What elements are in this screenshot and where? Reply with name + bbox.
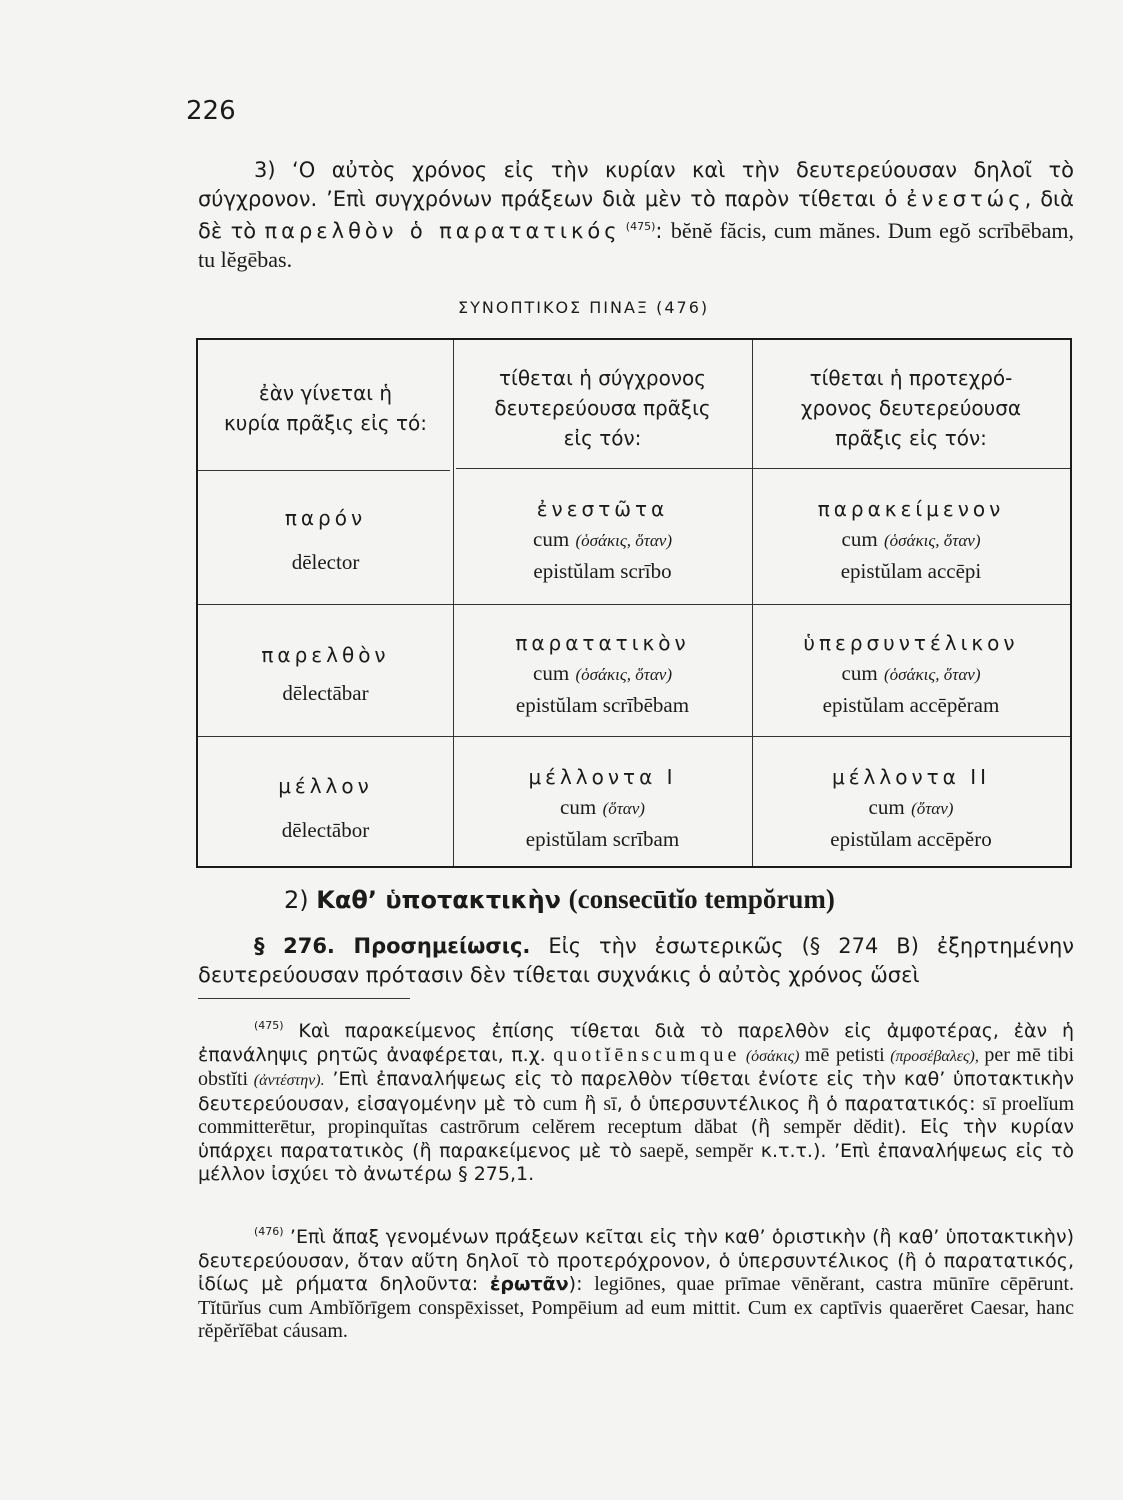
footnote-divider (198, 998, 410, 999)
p3-text-3: : (655, 219, 671, 243)
footnote-ref-475[interactable]: (475) (620, 220, 656, 233)
section-number: 2) (284, 886, 317, 914)
p3-latin-example: bĕnĕ făcis, cum mănes. Dum egŏ scrībēbam, tu lĕgēbas. (198, 218, 1074, 272)
footnote-text: ’Επὶ ἐπαναλήψεως εἰς τὸ παρελθὸν τίθεται ἐνίοτε εἰς τὴν καθ’ ὑποτακτικὴν δευτερεύουσαν, εἰσαγομένην μὲ τὸ (198, 1068, 1075, 1115)
latin-example: sī proelĭum committerētur, propinquĭtas castrōrum celĕrem receptum dăbat (198, 1092, 1075, 1138)
table-row-present-tense (198, 490, 453, 590)
sub-example: epistŭlam scrībam (525, 827, 680, 851)
latin-example: quotĭēnscumque (553, 1043, 741, 1066)
header-cell-main-clause (198, 358, 453, 458)
conjunctions: (ὅταν) (911, 799, 954, 818)
section-title-greek: Καθ’ ὑποτακτικὴν (316, 886, 561, 914)
gloss: (ἀντέστην). (248, 1072, 325, 1089)
gloss: (προσέβαλες), (884, 1047, 985, 1065)
cum-word: cum (841, 527, 878, 551)
cum-word: cum (533, 661, 570, 685)
tense-name: μέλλον (278, 774, 373, 798)
cum-word: cum (841, 661, 878, 685)
sub-tense: ἐνεστῶτα (536, 497, 669, 521)
cum-word: cum (868, 795, 905, 819)
footnote-text: Καὶ παρακείμενος ἐπίσης τίθεται διὰ τὸ παρελθὸν εἰς ἀμφοτέρας, ἐὰν ἡ ἐπανάληψις ρητῶς ἀναφέρεται, π.χ. (198, 1020, 1074, 1066)
main-verb: dēlectābor (281, 818, 370, 842)
paragraph-276 (198, 932, 1074, 989)
header-cell-anterior (752, 358, 1070, 458)
sub-example: epistŭlam scrībēbam (515, 693, 690, 717)
latin-example: per mē tibi obstĭti (198, 1043, 1075, 1090)
cum-word: cum (533, 527, 570, 551)
footnote-text: (ἢ (737, 1116, 784, 1138)
main-verb: dēlector (291, 550, 360, 574)
footnote-text: , ὁ ὑπερσυντέλικος ἢ ὁ παρατατικός: (616, 1092, 983, 1115)
footnote-text: κ.τ.τ.). ’Επὶ ἐπαναλήψεως εἰς τὸ μέλλον ἰσχύει τὸ ἀνωτέρω § 275,1. (198, 1139, 1075, 1185)
p3-text-2: , διὰ δὲ τὸ (198, 186, 1074, 243)
p3-enestos: ἐνεστώς (906, 186, 1025, 211)
synoptic-table (196, 338, 1072, 868)
header-line: εἰς τόν: (563, 426, 642, 450)
sub-tense: μέλλοντα II (832, 765, 990, 789)
gloss: (ὁσάκις) (740, 1047, 805, 1065)
table-row-past-tense (198, 624, 453, 724)
latin-example: sī (603, 1092, 617, 1115)
table-row-divider (198, 470, 450, 471)
tense-name: παρελθὸν (261, 643, 390, 667)
conjunctions: (ὅταν) (602, 799, 645, 818)
sub-example: epistŭlam scrībo (533, 559, 672, 583)
sub-tense: μέλλοντα I (528, 765, 677, 789)
table-row-divider (198, 604, 1070, 605)
footnote-476 (198, 1220, 1074, 1344)
page-number: 226 (186, 96, 236, 126)
footnote-476-marker: (476) (254, 1225, 284, 1238)
latin-example: sempĕr dĕdit (783, 1116, 894, 1138)
table-row-divider (456, 468, 1070, 469)
header-line: χρονος δευτερεύουσα (800, 396, 1022, 420)
latin-example: saepĕ, sempĕr (639, 1139, 754, 1162)
footnote-475 (198, 1014, 1074, 1187)
header-line: δευτερεύουσα πρᾶξις (494, 396, 711, 420)
latin-example: mē petisti (804, 1043, 885, 1066)
table-cell-simultaneous (453, 490, 752, 590)
main-verb: dēlectābar (282, 681, 369, 705)
header-cell-simultaneous (453, 358, 752, 458)
conjunctions: (ὁσάκις, ὅταν) (575, 531, 672, 550)
table-cell-anterior (752, 758, 1070, 858)
header-line: τίθεται ἡ σύγχρονος (499, 366, 706, 390)
header-line: ἐὰν γίνεται ἡ (258, 381, 393, 405)
table-cell-anterior (752, 624, 1070, 724)
p3-text-1: 3) ‘Ο αὐτὸς χρόνος εἰς τὴν κυρίαν καὶ τὴν δευτερεύουσαν δηλοῖ τὸ σύγχρονον. ’Επὶ συγχρόνων πράξεων διὰ μὲν τὸ παρὸν τίθεται ὁ (198, 158, 1074, 211)
table-cell-simultaneous (453, 758, 752, 858)
footnote-text: ): (568, 1273, 595, 1295)
p3-parelthon: παρελθὸν ὁ παρατατικός (264, 219, 621, 243)
paragraph-3 (198, 156, 1074, 274)
header-line: τίθεται ἡ προτεχρό- (809, 366, 1013, 390)
paragraph-276-text: Εἰς τὴν ἐσωτερικῶς (§ 274 Β) ἐξηρτημένην δευτερεύουσαν πρότασιν δὲν τίθεται συχνάκις ὁ αὐτὸς χρόνος ὥσεὶ (198, 934, 1074, 987)
latin-example: cum (542, 1092, 578, 1115)
section-heading (284, 884, 835, 915)
sub-example: epistŭlam accēpi (840, 559, 982, 583)
section-title-latin: (consecūtĭo tempŏrum) (568, 884, 835, 914)
sub-example: epistŭlam accēpĕro (830, 827, 992, 851)
tense-name: παρόν (284, 506, 367, 530)
sub-example: epistŭlam accēpĕram (822, 693, 1000, 717)
conjunctions: (ὁσάκις, ὅταν) (884, 665, 981, 684)
footnote-475-marker: (475) (254, 1019, 284, 1032)
table-cell-simultaneous (453, 624, 752, 724)
table-title: ΣΥΝΟΠΤΙΚΟΣ ΠΙΝΑΞ (476) (458, 298, 710, 317)
conjunctions: (ὁσάκις, ὅταν) (884, 531, 981, 550)
footnote-text: ’Επὶ ἅπαξ γενομένων πράξεων κεῖται εἰς τὴν καθ’ ὁριστικὴν (ἢ καθ’ ὑποτακτικὴν) δευτερεύουσαν, ὅταν αὕτη δηλοῖ τὸ προτερόχρονον, ὁ ὑπερσυντέλικος (ἢ ὁ παρατατικός, ἰδίως μὲ ρήματα δηλοῦντα: (198, 1226, 1074, 1295)
table-cell-anterior (752, 490, 1070, 590)
bold-term: ἐρωτᾶν (489, 1273, 569, 1295)
footnote-text: ). Εἰς τὴν κυρίαν ὑπάρχει παρατατικὸς (ἢ παρακείμενος μὲ τὸ (198, 1116, 1074, 1162)
sub-tense: ὑπερσυντέλικον (803, 631, 1019, 655)
header-line: κυρία πρᾶξις εἰς τό: (224, 411, 427, 435)
conjunctions: (ὁσάκις, ὅταν) (575, 665, 672, 684)
table-row-divider (198, 736, 1070, 737)
cum-word: cum (560, 795, 597, 819)
table-row-future-tense (198, 758, 453, 858)
header-line: πρᾶξις εἰς τόν: (835, 426, 987, 450)
sub-tense: παρακείμενον (817, 497, 1005, 521)
paragraph-276-head: § 276. Προσημείωσις. (254, 934, 531, 958)
footnote-text: ἢ (577, 1092, 604, 1115)
latin-example: legiōnes, quae prīmae vēnĕrant, castra mūnīre cēpērunt. Tĭtūrĭus cum Ambĭŏrīgem conspēxisset, Pompēium ad eum mittit. Cum ex captīvis quaerĕret Caesar, hanc rĕpĕrĭēbat cáusam. (198, 1273, 1074, 1342)
sub-tense: παρατατικὸν (515, 631, 690, 655)
